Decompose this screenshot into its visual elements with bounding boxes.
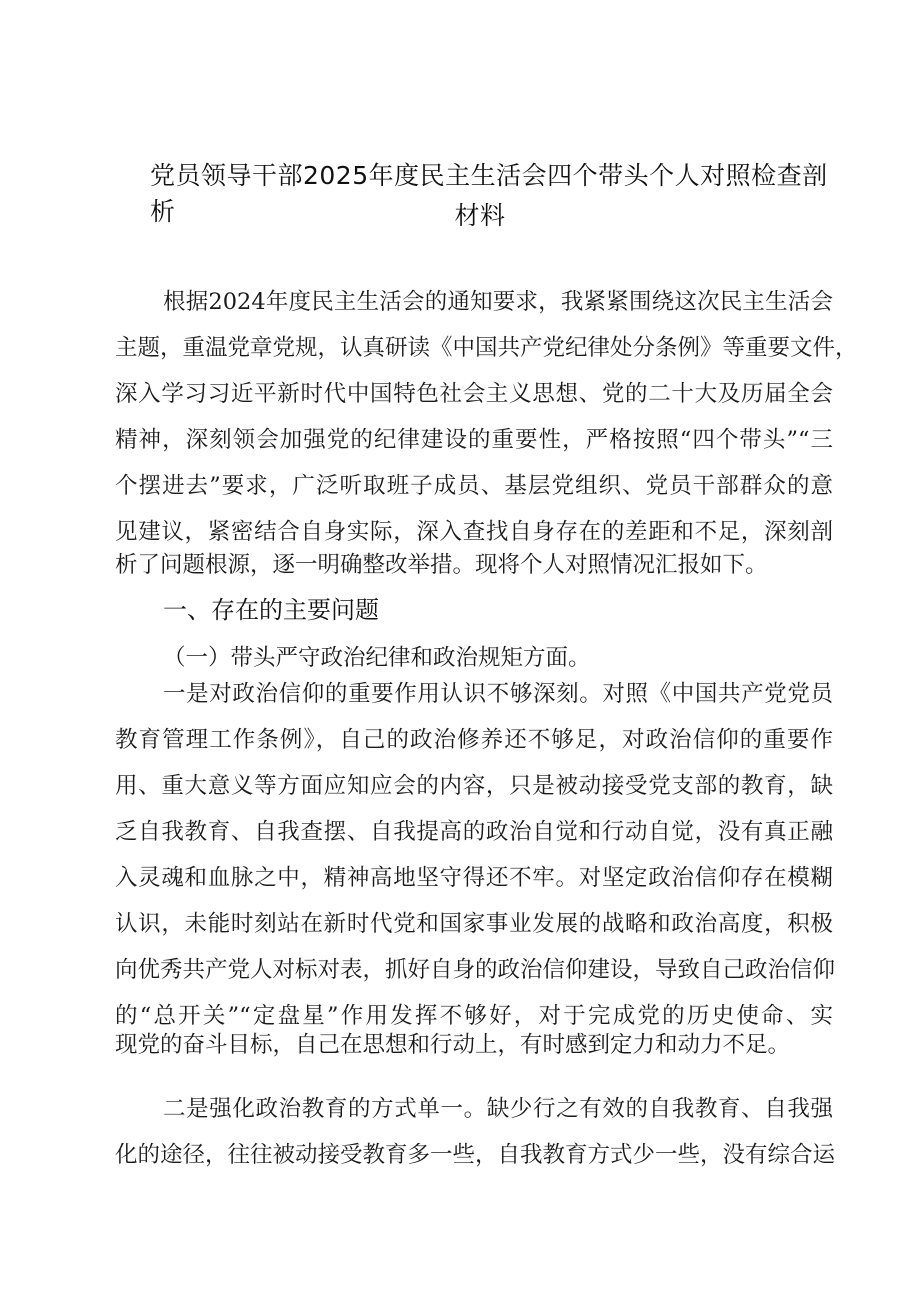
document-title-line2: 材料 [454, 201, 506, 230]
body-line: 向优秀共产党人对标对表，抓好自身的政治信仰建设，导致自己政治信仰 [115, 957, 836, 983]
body-line: 入灵魂和血脉之中，精神高地坚守得还不牢。对坚定政治信仰存在模糊 [115, 865, 833, 891]
body-line: 乏自我教育、自我查摆、自我提高的政治自觉和行动自觉，没有真正融 [115, 819, 833, 845]
intro-line: 根据2024年度民主生活会的通知要求，我紧紧围绕这次民主生活会 [163, 289, 833, 315]
intro-line: 见建议，紧密结合自身实际，深入查找自身存在的差距和不足，深刻剖 [115, 519, 833, 545]
intro-line: 析了问题根源，逐一明确整改举措。现将个人对照情况汇报如下。 [115, 552, 768, 578]
body-line: 教育管理工作条例》，自己的政治修养还不够足，对政治信仰的重要作 [115, 727, 833, 753]
body-line: 化的途径，往往被动接受教育多一些，自我教育方式少一些，没有综合运 [115, 1142, 836, 1168]
body-line: 一是对政治信仰的重要作用认识不够深刻。对照《中国共产党党员 [163, 681, 833, 707]
section-heading: 一、存在的主要问题 [163, 596, 379, 624]
body-line: 用、重大意义等方面应知应会的内容，只是被动接受党支部的教育，缺 [115, 773, 833, 799]
body-line: 现党的奋斗目标，自己在思想和行动上，有时感到定力和动力不足。 [115, 1032, 791, 1058]
subsection-heading: （一）带头严守政治纪律和政治规矩方面。 [163, 645, 591, 671]
intro-line: 主题，重温党章党规，认真研读《中国共产党纪律处分条例》等重要文件， [115, 335, 858, 361]
document-title-line1: 党员领导干部2025年度民主生活会四个带头个人对照检查剖析 [150, 161, 828, 226]
intro-line: 精神，深刻领会加强党的纪律建设的重要性，严格按照“四个带头”“三 [115, 427, 833, 453]
intro-line: 深入学习习近平新时代中国特色社会主义思想、党的二十大及历届全会 [115, 381, 833, 407]
body-line: 的“总开关”“定盘星”作用发挥不够好，对于完成党的历史使命、实 [115, 1003, 833, 1029]
body-line: 二是强化政治教育的方式单一。缺少行之有效的自我教育、自我强 [163, 1096, 833, 1122]
intro-line: 个摆进去”要求，广泛听取班子成员、基层党组织、党员干部群众的意 [115, 473, 833, 499]
body-line: 认识，未能时刻站在新时代党和国家事业发展的战略和政治高度，积极 [115, 911, 833, 937]
